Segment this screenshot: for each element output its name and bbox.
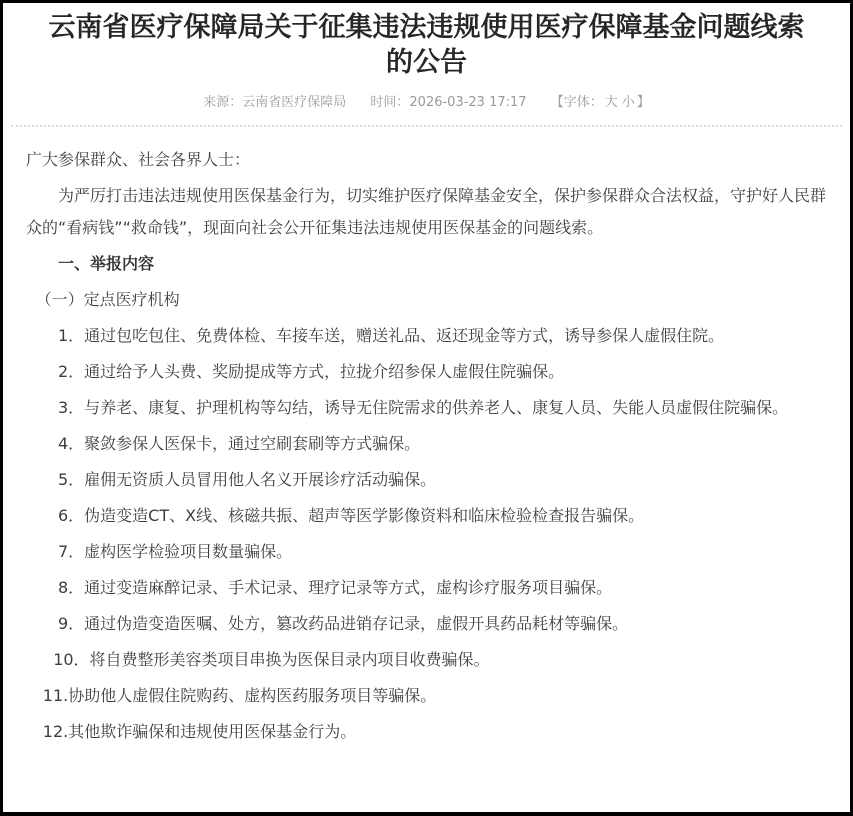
list-item: 8．通过变造麻醉记录、手术记录、理疗记录等方式，虚构诊疗服务项目骗保。 <box>58 578 613 598</box>
salutation: 广大参保群众、社会各界人士： <box>26 150 251 170</box>
font-shrink-link[interactable]: 小 <box>621 95 635 111</box>
article-body <box>3 127 850 748</box>
meta-font-control <box>551 95 650 110</box>
list-item: 10．将自费整形美容类项目串换为医保目录内项目收费骗保。 <box>53 650 490 670</box>
font-control-suffix: 】 <box>636 95 650 111</box>
list-item: 5．雇佣无资质人员冒用他人名义开展诊疗活动骗保。 <box>58 470 437 490</box>
list-item: 7．虚构医学检验项目数量骗保。 <box>58 542 293 562</box>
list-item: 4．聚敛参保人医保卡，通过空刷套刷等方式骗保。 <box>58 434 421 454</box>
list-item: 3．与养老、康复、护理机构等勾结，诱导无住院需求的供养老人、康复人员、失能人员虚假住院骗保。 <box>58 398 789 418</box>
list-item: 1．通过包吃包住、免费体检、车接车送，赠送礼品、返还现金等方式，诱导参保人虚假住院。 <box>58 326 725 346</box>
section-heading: 一、举报内容 <box>58 254 155 274</box>
font-enlarge-link[interactable]: 大 <box>604 95 618 111</box>
subsection-heading: （一）定点医疗机构 <box>35 290 180 310</box>
meta-source <box>203 95 346 110</box>
meta-time <box>370 95 526 110</box>
list-item: 12.其他欺诈骗保和违规使用医保基金行为。 <box>42 722 357 742</box>
intro-paragraph: 为严厉打击违法违规使用医保基金行为，切实维护医疗保障基金安全，保护参保群众合法权益，守护好人民群众的“看病钱”“救命钱”，现面向社会公开征集违法违规使用医保基金的问题线索。 <box>26 186 827 238</box>
page-title: 云南省医疗保障局关于征集违法违规使用医疗保障基金问题线索的公告 <box>48 12 805 78</box>
list-item: 11.协助他人虚假住院购药、虚构医药服务项目等骗保。 <box>42 686 437 706</box>
meta-source-label: 来源： <box>203 95 243 111</box>
list-item: 6．伪造变造CT、X线、核磁共振、超声等医学影像资料和临床检验检查报告骗保。 <box>58 506 645 526</box>
meta-source-value: 云南省医疗保障局 <box>242 95 347 111</box>
meta-time-value: 2026-03-23 17:17 <box>409 95 527 111</box>
font-control-prefix: 【字体： <box>550 95 603 111</box>
list-item: 9．通过伪造变造医嘱、处方，篡改药品进销存记录，虚假开具药品耗材等骗保。 <box>58 614 629 634</box>
article-meta <box>3 91 850 110</box>
meta-time-label: 时间： <box>370 95 410 111</box>
list-item: 2．通过给予人头费、奖励提成等方式，拉拢介绍参保人虚假住院骗保。 <box>58 362 565 382</box>
